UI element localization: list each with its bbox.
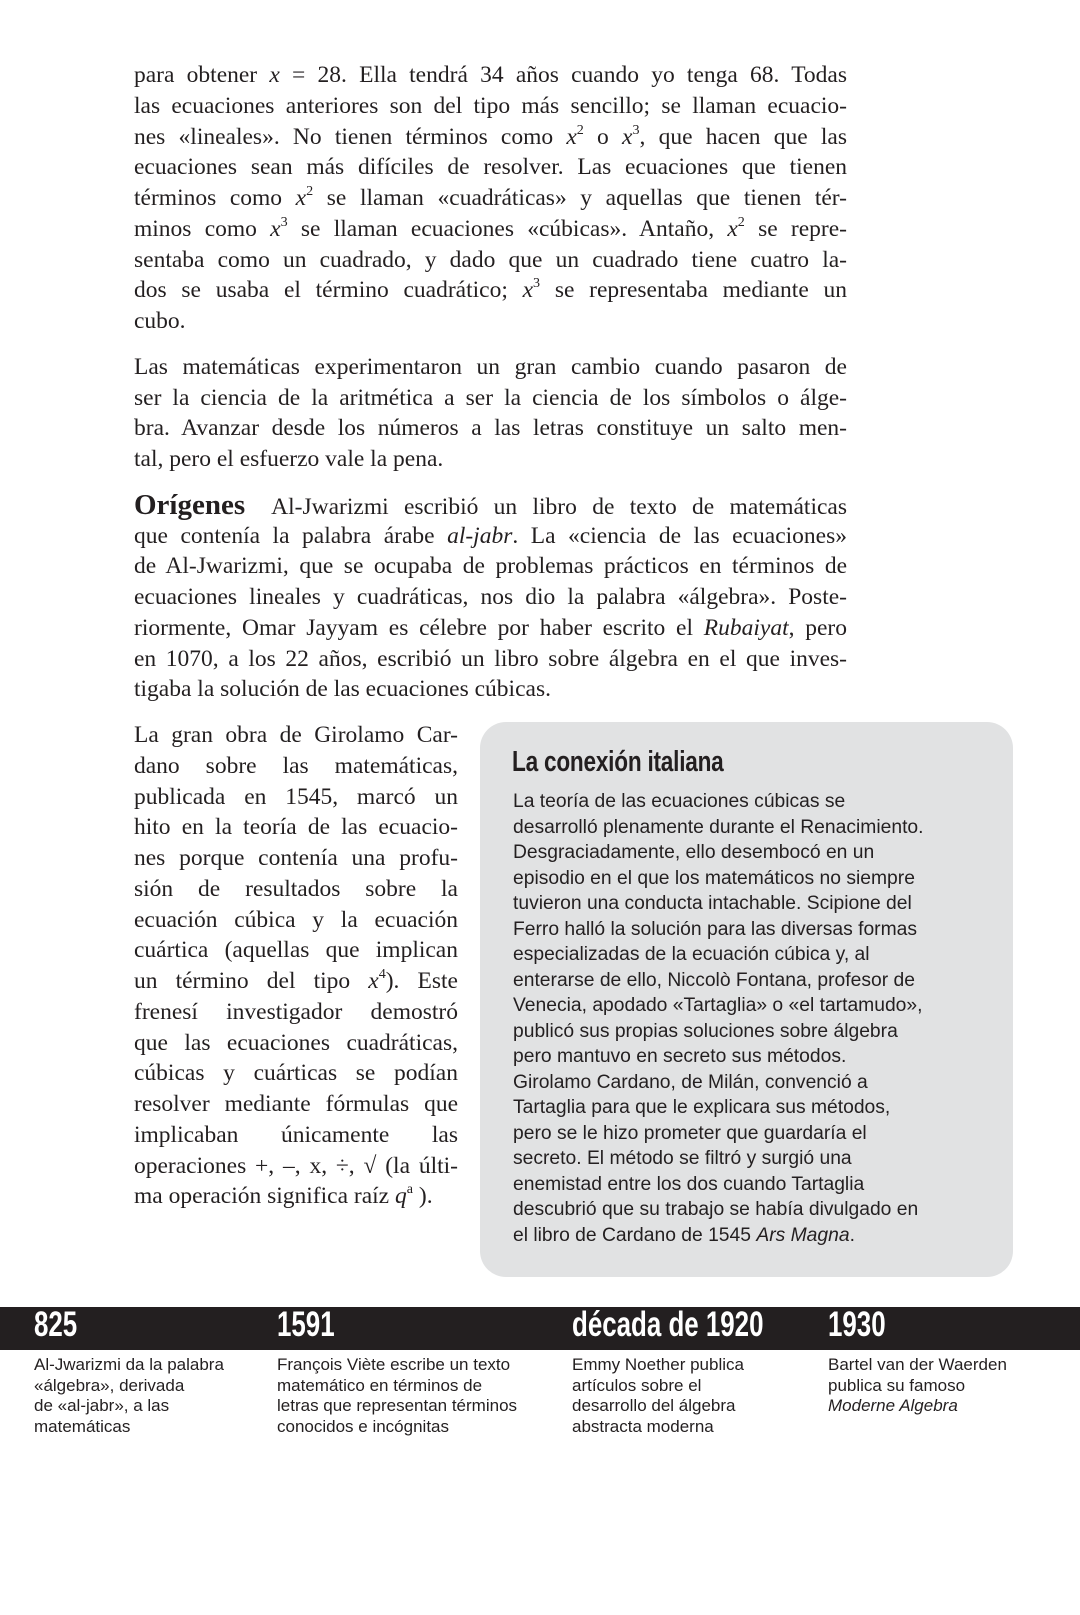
- text-run: pero se le hizo prometer que guardaría el: [513, 1122, 867, 1144]
- text-line: [513, 789, 924, 815]
- text-run: se llaman «cuadráticas» y aquellas que tienen tér-: [313, 185, 847, 211]
- text-line: [134, 812, 458, 843]
- superscript: 2: [737, 213, 745, 230]
- text-line: [134, 551, 847, 582]
- text-line: [134, 383, 847, 414]
- text-line: [134, 644, 847, 675]
- italic-text: x: [522, 277, 534, 304]
- text-run: Venecia, apodado «Tartaglia» o «el tartamudo»,: [513, 995, 923, 1016]
- text-run: publicada en 1545, marcó un: [134, 783, 458, 810]
- text-line: [134, 751, 458, 782]
- text-line: [134, 613, 847, 644]
- text-line: [134, 214, 847, 245]
- text-line: [134, 275, 847, 306]
- timeline-description: [277, 1355, 517, 1438]
- text-run: tigaba la solución de las ecuaciones cúbicas.: [134, 676, 551, 703]
- text-line: [277, 1417, 517, 1438]
- text-run: descubrió que su trabajo se había divulgado en: [513, 1199, 919, 1220]
- text-run: desarrolló plenamente durante el Renacimiento.: [513, 816, 924, 838]
- text-run: riormente, Omar Jayyam es célebre por haber escrito el: [134, 614, 704, 641]
- text-run: especializadas de la ecuación cúbica y, al: [513, 944, 870, 965]
- text-line: [572, 1376, 744, 1397]
- text-line: [513, 1070, 924, 1096]
- text-run: . La «ciencia de las ecuaciones»: [512, 522, 847, 549]
- text-run: términos como: [134, 185, 296, 211]
- text-line: [134, 905, 458, 936]
- text-run: minos como: [134, 215, 271, 242]
- text-line: [513, 815, 924, 841]
- text-run: las ecuaciones anteriores son del tipo más sencillo; se llaman ecuacio-: [134, 92, 847, 119]
- paragraph: [134, 490, 847, 705]
- timeline-year: 825: [34, 1305, 78, 1344]
- text-run: letras que representan términos: [277, 1396, 518, 1416]
- text-run: ). Este: [385, 968, 458, 994]
- text-run: sentaba como un cuadrado, y dado que un cuadrado tiene cuatro la-: [134, 246, 847, 273]
- text-line: [134, 582, 847, 613]
- section-heading: Orígenes: [134, 488, 246, 521]
- italic-text: x: [566, 123, 577, 150]
- timeline-year: década de 1920: [572, 1305, 764, 1344]
- text-line: [134, 306, 847, 337]
- text-run: episodio en el que los matemáticos no siempre: [513, 867, 915, 889]
- text-line: [513, 1197, 924, 1223]
- timeline-year: 1591: [277, 1305, 335, 1344]
- text-line: [828, 1396, 1007, 1417]
- main-text: [134, 60, 847, 720]
- text-line: [134, 352, 847, 383]
- text-line: [134, 122, 847, 153]
- superscript: 2: [306, 183, 314, 200]
- text-run: conocidos e incógnitas: [277, 1417, 450, 1437]
- text-run: abstracta moderna: [572, 1417, 714, 1437]
- text-run: resolver mediante fórmulas que: [134, 1091, 458, 1117]
- italic-text: q: [395, 1183, 407, 1210]
- text-line: [572, 1396, 744, 1417]
- text-line: [134, 490, 847, 521]
- text-run: , que hacen que las: [639, 123, 848, 150]
- text-run: en 1070, a los 22 años, escribió un libro sobre álgebra en el que inves-: [134, 645, 847, 672]
- text-run: frenesí investigador demostró: [134, 998, 458, 1025]
- text-line: [277, 1396, 517, 1417]
- italic-text: x: [295, 185, 307, 211]
- text-line: [513, 1146, 924, 1172]
- timeline-bar: [0, 1307, 1080, 1350]
- text-run: dos se usaba el término cuadrático;: [134, 277, 523, 304]
- text-run: Al-Jwarizmi da la palabra: [34, 1355, 224, 1374]
- text-run: Desgraciadamente, ello desembocó en un: [513, 842, 875, 863]
- text-run: «álgebra», derivada: [34, 1375, 185, 1395]
- text-run: artículos sobre el: [572, 1375, 702, 1395]
- text-line: [134, 720, 458, 751]
- text-line: [34, 1376, 224, 1397]
- text-run: Bartel van der Waerden: [828, 1355, 1007, 1374]
- text-line: [513, 866, 924, 892]
- text-run: para obtener: [134, 62, 270, 88]
- timeline-description: [572, 1355, 744, 1438]
- text-line: [513, 1095, 924, 1121]
- text-line: [513, 1044, 924, 1070]
- text-line: [134, 782, 458, 813]
- text-line: [134, 1151, 458, 1182]
- text-line: [513, 993, 924, 1019]
- box-body: [513, 789, 924, 1248]
- italic-text: al-jabr: [447, 522, 513, 549]
- italic-text: Moderne Algebra: [828, 1396, 958, 1416]
- text-run: que contenía la palabra árabe: [134, 522, 448, 549]
- text-run: nes «lineales». No tienen términos como: [134, 123, 567, 150]
- text-run: sión de resultados sobre la: [134, 875, 458, 902]
- superscript: a: [406, 1181, 414, 1198]
- text-line: [134, 874, 458, 905]
- text-line: [34, 1417, 224, 1438]
- text-run: Las matemáticas experimentaron un gran cambio cuando pasaron de: [134, 353, 847, 380]
- text-line: [277, 1355, 517, 1376]
- text-run: bra. Avanzar desde los números a las letras constituye un salto men-: [134, 415, 847, 442]
- text-line: [34, 1396, 224, 1417]
- italic-text: Ars Magna: [756, 1224, 850, 1246]
- text-run: Ferro halló la solución para las diversas formas: [513, 918, 918, 940]
- italic-text: x: [270, 215, 281, 242]
- text-run: se llaman ecuaciones «cúbicas». Antaño,: [287, 215, 728, 242]
- text-run: un término del tipo: [134, 968, 369, 994]
- text-line: [134, 966, 458, 997]
- text-line: [277, 1376, 517, 1397]
- italic-text: Rubaiyat: [703, 614, 789, 641]
- text-run: publica su famoso: [828, 1375, 966, 1395]
- text-run: de «al-jabr», a las: [34, 1396, 170, 1416]
- text-line: [134, 91, 847, 122]
- text-line: [828, 1355, 1007, 1376]
- text-line: [34, 1355, 224, 1376]
- text-line: [134, 1120, 458, 1151]
- text-run: .: [849, 1224, 855, 1246]
- text-run: o: [583, 123, 623, 150]
- text-line: [134, 1058, 458, 1089]
- text-run: operaciones +, –, x, ÷, √ (la últi-: [134, 1152, 458, 1179]
- text-run: ser la ciencia de la aritmética a ser la ciencia de los símbolos o álge-: [134, 384, 847, 411]
- text-run: Al-Jwarizmi escribió un libro de texto de matemáticas: [271, 493, 847, 520]
- text-line: [513, 1019, 924, 1045]
- text-run: matemáticas: [34, 1417, 131, 1437]
- text-run: se representaba mediante un: [540, 277, 847, 304]
- text-line: [513, 917, 924, 943]
- text-run: pero mantuvo en secreto sus métodos.: [513, 1046, 847, 1067]
- text-line: [134, 152, 847, 183]
- text-run: ecuaciones sean más difíciles de resolver. Las ecuaciones que tienen: [134, 154, 847, 181]
- text-line: [134, 935, 458, 966]
- superscript: 3: [632, 121, 640, 138]
- text-run: cúbicas y cuárticas se podían: [134, 1060, 458, 1087]
- text-line: [134, 997, 458, 1028]
- text-run: tuvieron una conducta intachable. Scipione del: [513, 893, 912, 914]
- sidebar-box-italian-connection: [480, 722, 1013, 1277]
- italic-text: x: [368, 968, 379, 994]
- superscript: 3: [533, 275, 541, 292]
- text-line: [134, 674, 847, 705]
- text-line: [134, 444, 847, 475]
- superscript: 4: [378, 966, 386, 983]
- text-run: Girolamo Cardano, de Milán, convenció a: [513, 1071, 868, 1093]
- text-run: desarrollo del álgebra: [572, 1396, 736, 1416]
- text-run: hito en la teoría de las ecuacio-: [134, 814, 458, 841]
- text-run: Emmy Noether publica: [572, 1355, 744, 1374]
- text-line: [134, 521, 847, 552]
- timeline-description: [828, 1355, 1007, 1417]
- text-run: matemático en términos de: [277, 1375, 483, 1395]
- text-line: [513, 1121, 924, 1147]
- text-run: ma operación significa raíz: [134, 1183, 395, 1210]
- text-run: François Viète escribe un texto: [277, 1355, 511, 1374]
- text-run: ecuación cúbica y la ecuación: [134, 906, 458, 933]
- text-line: [134, 183, 847, 214]
- text-run: enemistad entre los dos cuando Tartaglia: [513, 1173, 865, 1195]
- text-line: [513, 1172, 924, 1198]
- text-run: ).: [413, 1183, 433, 1210]
- text-run: tal, pero el esfuerzo vale la pena.: [134, 446, 444, 472]
- paragraph: [134, 60, 847, 337]
- text-run: nes porque contenía una profu-: [134, 845, 458, 871]
- timeline-description: [34, 1355, 224, 1438]
- timeline-year: 1930: [828, 1305, 886, 1344]
- text-run: dano sobre las matemáticas,: [134, 752, 458, 779]
- italic-text: x: [727, 215, 738, 242]
- text-run: se repre-: [744, 215, 848, 242]
- text-run: cuártica (aquellas que implican: [134, 937, 458, 964]
- text-line: [513, 942, 924, 968]
- text-line: [134, 1181, 458, 1212]
- text-line: [572, 1355, 744, 1376]
- text-run: que las ecuaciones cuadráticas,: [134, 1029, 458, 1056]
- text-line: [513, 891, 924, 917]
- text-line: [513, 840, 924, 866]
- text-line: [134, 843, 458, 874]
- text-run: de Al-Jwarizmi, que se ocupaba de problemas prácticos en términos de: [134, 553, 847, 580]
- text-run: Tartaglia para que le explicara sus métodos,: [513, 1097, 891, 1118]
- paragraph: [134, 352, 847, 475]
- text-line: [134, 60, 847, 91]
- text-run: cubo.: [134, 308, 186, 334]
- text-run: secreto. El método se filtró y surgió una: [513, 1148, 852, 1169]
- text-line: [134, 413, 847, 444]
- italic-text: x: [622, 123, 633, 150]
- text-run: publicó sus propias soluciones sobre álgebra: [513, 1020, 898, 1042]
- text-line: [572, 1417, 744, 1438]
- text-line: [134, 1028, 458, 1059]
- text-line: [134, 1089, 458, 1120]
- text-line: [513, 1223, 924, 1249]
- text-line: [828, 1376, 1007, 1397]
- text-run: La gran obra de Girolamo Car-: [134, 722, 458, 748]
- text-run: La teoría de las ecuaciones cúbicas se: [513, 791, 846, 812]
- text-run: = 28. Ella tendrá 34 años cuando yo tenga 68. Todas: [279, 62, 847, 88]
- superscript: 2: [576, 121, 584, 138]
- box-title: La conexión italiana: [512, 746, 724, 778]
- cardano-paragraph: [134, 720, 458, 1212]
- text-line: [134, 245, 847, 276]
- text-line: [513, 968, 924, 994]
- text-run: el libro de Cardano de 1545: [513, 1224, 757, 1246]
- text-run: ecuaciones lineales y cuadráticas, nos dio la palabra «álgebra». Poste-: [134, 584, 847, 610]
- superscript: 3: [280, 213, 288, 230]
- text-run: implicaban únicamente las: [134, 1121, 458, 1148]
- italic-text: x: [269, 62, 280, 88]
- text-run: , pero: [788, 614, 847, 641]
- text-run: enterarse de ello, Niccolò Fontana, profesor de: [513, 969, 915, 991]
